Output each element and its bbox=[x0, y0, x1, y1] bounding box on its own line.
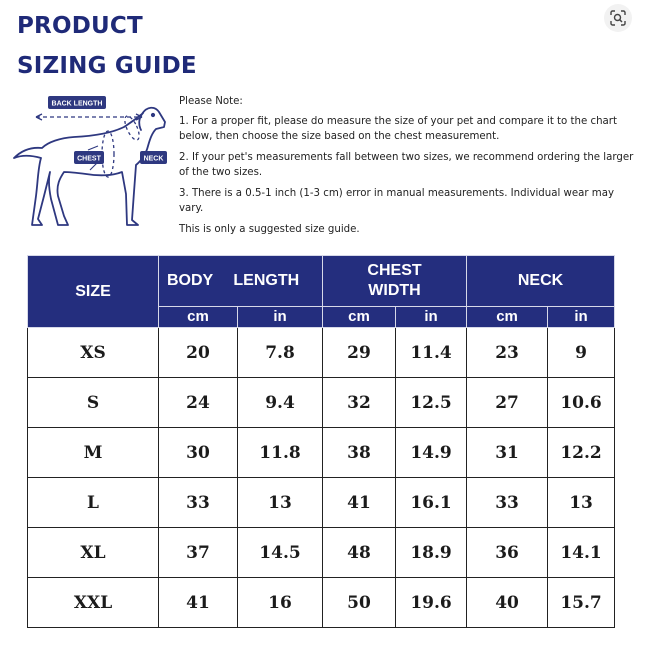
table-row bbox=[28, 328, 615, 378]
value-cell: 18.9 bbox=[396, 528, 467, 578]
value-cell: 11.8 bbox=[238, 428, 323, 478]
neck-label bbox=[140, 151, 167, 164]
value-cell: 15.7 bbox=[548, 578, 615, 628]
value-cell: 9.4 bbox=[238, 378, 323, 428]
note-item: 2. If your pet's measurements fall between two sizes, we recommend ordering the larger of the two sizes. bbox=[179, 152, 634, 178]
value-cell: 30 bbox=[159, 428, 238, 478]
page-title bbox=[17, 6, 197, 86]
measurement-guides bbox=[36, 114, 142, 177]
size-cell: S bbox=[28, 378, 159, 428]
value-cell: 50 bbox=[323, 578, 396, 628]
header-size: SIZE bbox=[28, 256, 159, 328]
dog-measurement-diagram bbox=[8, 92, 174, 234]
unit-cell: in bbox=[396, 307, 467, 328]
header-length: LENGTH bbox=[233, 272, 300, 289]
size-cell: XXL bbox=[28, 578, 159, 628]
header-body: BODY bbox=[167, 272, 213, 289]
value-cell: 14.9 bbox=[396, 428, 467, 478]
value-cell: 24 bbox=[159, 378, 238, 428]
value-cell: 16.1 bbox=[396, 478, 467, 528]
value-cell: 12.2 bbox=[548, 428, 615, 478]
dog-silhouette-icon bbox=[14, 108, 165, 225]
value-cell: 48 bbox=[323, 528, 396, 578]
note-item: 3. There is a 0.5-1 inch (1-3 cm) error in manual measurements. Individual wear may vary. bbox=[179, 188, 614, 214]
value-cell: 31 bbox=[467, 428, 548, 478]
size-cell: L bbox=[28, 478, 159, 528]
value-cell: 41 bbox=[323, 478, 396, 528]
chest-text: CHEST bbox=[77, 155, 101, 163]
neck-text: NECK bbox=[143, 155, 164, 163]
note-item: This is only a suggested size guide. bbox=[179, 224, 360, 235]
header-neck: NECK bbox=[467, 256, 615, 307]
value-cell: 32 bbox=[323, 378, 396, 428]
back-length-text: BACK LENGTH bbox=[51, 100, 103, 108]
size-cell: XL bbox=[28, 528, 159, 578]
value-cell: 9 bbox=[548, 328, 615, 378]
size-cell: M bbox=[28, 428, 159, 478]
value-cell: 33 bbox=[467, 478, 548, 528]
unit-cell: cm bbox=[159, 307, 238, 328]
visual-search-icon bbox=[610, 10, 626, 26]
header-width: WIDTH bbox=[368, 282, 421, 299]
visual-search-button[interactable] bbox=[604, 4, 632, 32]
value-cell: 14.1 bbox=[548, 528, 615, 578]
notes-section bbox=[179, 94, 641, 243]
back-length-label bbox=[48, 96, 106, 109]
title-line-2: SIZING GUIDE bbox=[17, 53, 197, 79]
value-cell: 33 bbox=[159, 478, 238, 528]
value-cell: 10.6 bbox=[548, 378, 615, 428]
value-cell: 41 bbox=[159, 578, 238, 628]
value-cell: 13 bbox=[548, 478, 615, 528]
value-cell: 12.5 bbox=[396, 378, 467, 428]
chest-label bbox=[74, 151, 104, 164]
value-cell: 23 bbox=[467, 328, 548, 378]
value-cell: 36 bbox=[467, 528, 548, 578]
value-cell: 38 bbox=[323, 428, 396, 478]
value-cell: 40 bbox=[467, 578, 548, 628]
value-cell: 19.6 bbox=[396, 578, 467, 628]
header-chest-width bbox=[323, 256, 467, 307]
header-body-length bbox=[159, 256, 323, 307]
value-cell: 29 bbox=[323, 328, 396, 378]
table-row bbox=[28, 478, 615, 528]
value-cell: 14.5 bbox=[238, 528, 323, 578]
unit-cell: in bbox=[238, 307, 323, 328]
size-chart-table bbox=[27, 255, 615, 628]
value-cell: 37 bbox=[159, 528, 238, 578]
table-row bbox=[28, 578, 615, 628]
size-cell: XS bbox=[28, 328, 159, 378]
value-cell: 11.4 bbox=[396, 328, 467, 378]
value-cell: 27 bbox=[467, 378, 548, 428]
title-line-1: PRODUCT bbox=[17, 13, 143, 39]
unit-cell: cm bbox=[467, 307, 548, 328]
value-cell: 7.8 bbox=[238, 328, 323, 378]
value-cell: 20 bbox=[159, 328, 238, 378]
header-chest: CHEST bbox=[367, 262, 422, 279]
table-row bbox=[28, 428, 615, 478]
notes-heading: Please Note: bbox=[179, 96, 243, 107]
unit-cell: in bbox=[548, 307, 615, 328]
table-row bbox=[28, 378, 615, 428]
table-row bbox=[28, 528, 615, 578]
unit-cell: cm bbox=[323, 307, 396, 328]
value-cell: 13 bbox=[238, 478, 323, 528]
note-item: 1. For a proper fit, please do measure the size of your pet and compare it to the chart below, then choose the size based on the chest measurement. bbox=[179, 116, 617, 142]
value-cell: 16 bbox=[238, 578, 323, 628]
